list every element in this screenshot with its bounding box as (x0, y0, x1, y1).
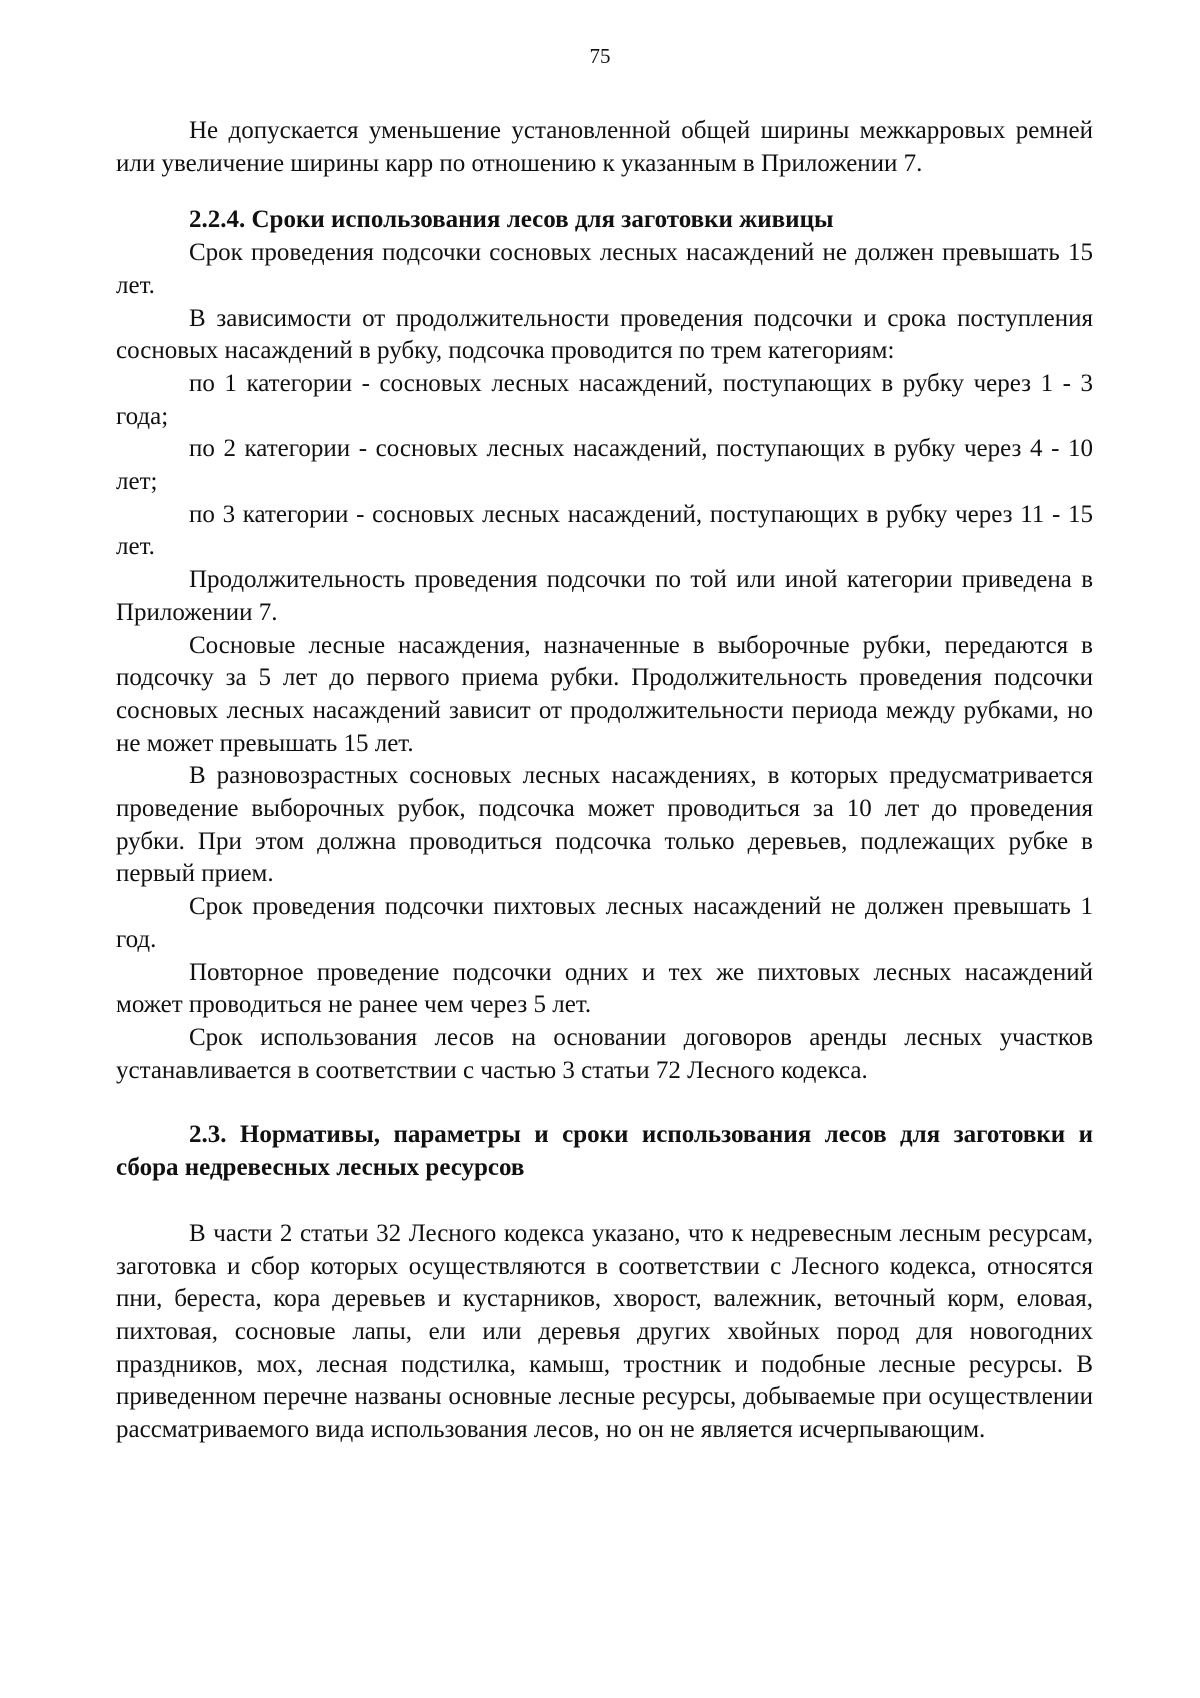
paragraph: Повторное проведение подсочки одних и тех же пихтовых лесных насаждений может проводиться не ранее чем через 5 лет. (116, 958, 1093, 1019)
section-heading-2-2-4: 2.2.4. Сроки использования лесов для заготовки живицы (189, 206, 834, 234)
list-item-category-1: по 1 категории - сосновых лесных насаждений, поступающих в рубку через 1 - 3 года; (116, 369, 1093, 430)
spacer (116, 180, 1093, 204)
paragraph: В зависимости от продолжительности проведения подсочки и срока поступления сосновых насаждений в рубку, подсочка проводится по трем категориям: (116, 304, 1093, 365)
paragraph: Срок проведения подсочки сосновых лесных насаждений не должен превышать 15 лет. (116, 239, 1093, 299)
paragraph: В части 2 статьи 32 Лесного кодекса указано, что к недревесным лесным ресурсам, заготовка и сбор которых осуществляются в соответствии с Лесного кодекса, относятся пни, береста, кора деревьев и кустарников, хворост, валежник, веточный корм, еловая, пихтовая, сосновые лапы, ели или деревья других хвойных пород для новогодних праздников, мох, лесная подстилка, камыш, тростник и подобные лесные ресурсы. В приведенном перечне названы основные лесные ресурсы, добываемые при осуществлении рассматриваемого вида использования лесов, но он не является исчерпывающим. (116, 1219, 1093, 1444)
paragraph: Сосновые лесные насаждения, назначенные в выборочные рубки, передаются в подсочку за 5 лет до первого приема рубки. Продолжительность проведения подсочки сосновых лесных насаждений зависит от продолжительности периода между рубками, но не может превышать 15 лет. (116, 631, 1093, 757)
paragraph: В разновозрастных сосновых лесных насаждениях, в которых предусматривается проведение выборочных рубок, подсочка может проводиться за 10 лет до проведения рубки. При этом должна проводиться подсочка только деревьев, подлежащих рубке в первый прием. (116, 762, 1093, 888)
spacer (116, 1185, 1093, 1218)
section-heading-2-3: 2.3. Нормативы, параметры и сроки использования лесов для заготовки и сбора недревесных лесных ресурсов (116, 1121, 1093, 1182)
page-content (116, 115, 1093, 1447)
list-item-category-2: по 2 категории - сосновых лесных насаждений, поступающих в рубку через 4 - 10 лет; (116, 435, 1093, 496)
paragraph: Срок проведения подсочки пихтовых лесных насаждений не должен превышать 1 год. (116, 893, 1093, 953)
spacer (116, 1087, 1093, 1119)
paragraph-intro: Не допускается уменьшение установленной общей ширины межкарровых ремней или увеличение ширины карр по отношению к указанным в Приложении 7. (116, 117, 1093, 177)
page-number: 75 (589, 44, 611, 68)
paragraph: Продолжительность проведения подсочки по той или иной категории приведена в Приложении 7. (116, 566, 1093, 626)
paragraph: Срок использования лесов на основании договоров аренды лесных участков устанавливается в соответствии с частью 3 статьи 72 Лесного кодекса. (116, 1023, 1093, 1084)
list-item-category-3: по 3 категории - сосновых лесных насаждений, поступающих в рубку через 11 - 15 лет. (116, 500, 1093, 561)
